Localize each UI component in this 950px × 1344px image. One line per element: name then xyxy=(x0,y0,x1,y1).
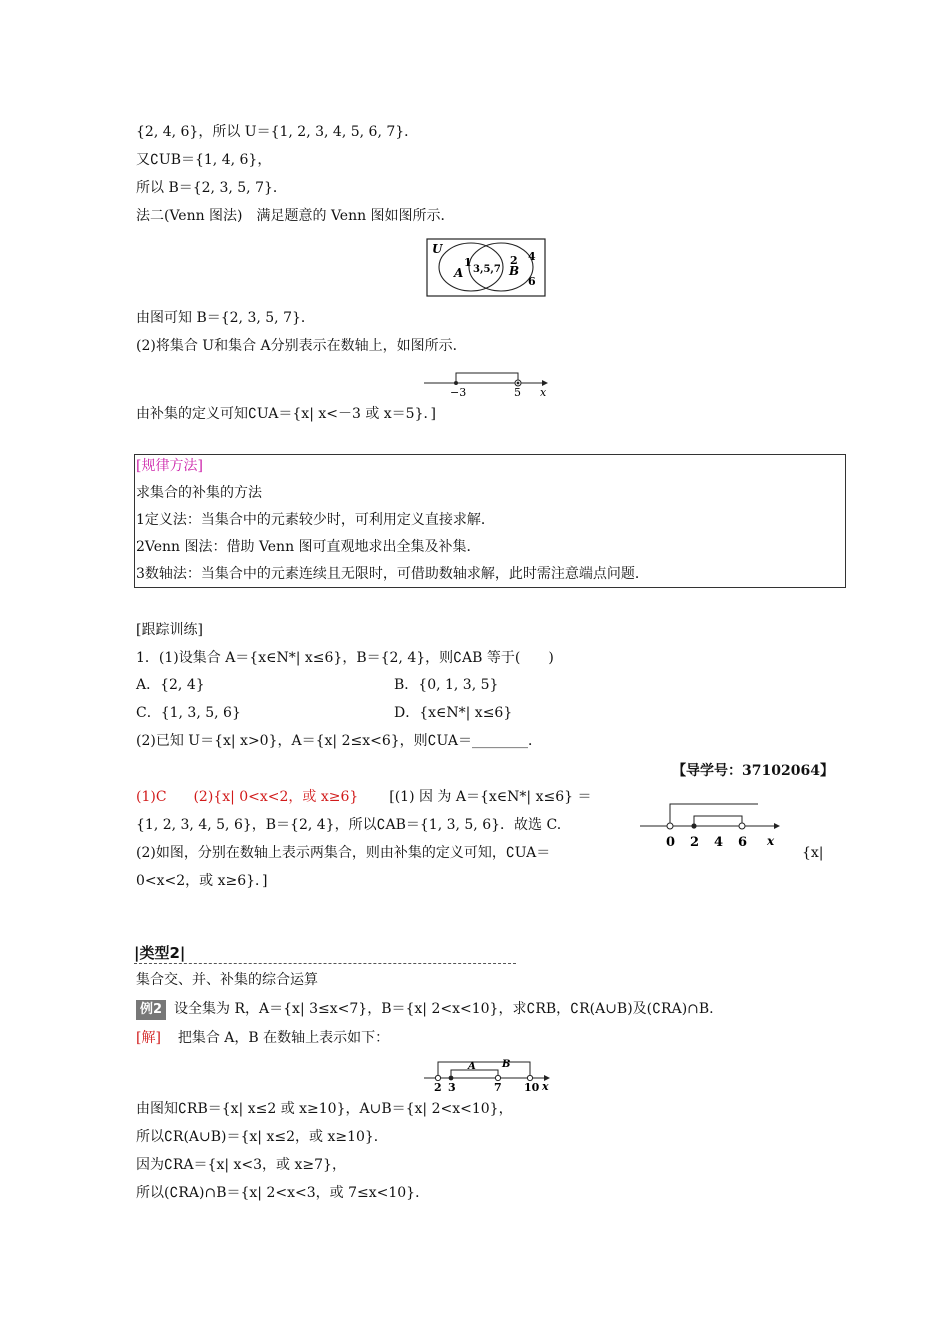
text-line-1: {2, 4, 6}，所以 U＝{1, 2, 3, 4, 5, 6, 7}． xyxy=(136,124,419,140)
option-c: C．{1, 3, 5, 6} xyxy=(136,705,241,721)
example-line xyxy=(136,999,714,1020)
axis3-7: 7 xyxy=(494,1081,502,1094)
axis1-left: −3 xyxy=(450,386,467,399)
solution-label: [解] xyxy=(136,1030,161,1046)
venn-a-label: A xyxy=(454,266,464,280)
answer-2: (2){x| 0<x<2，或 x≥6} xyxy=(193,789,359,805)
number-line-3 xyxy=(424,1058,558,1094)
axis2-0: 0 xyxy=(666,835,676,850)
option-a: A．{2, 4} xyxy=(136,677,205,693)
type2-step-3: 因为∁RA＝{x| x<3，或 x≥7}， xyxy=(136,1157,346,1173)
axis2-4: 4 xyxy=(714,835,724,850)
example-badge: 例2 xyxy=(136,1000,166,1020)
venn-b-label: B xyxy=(509,264,520,278)
method-item-3: 3数轴法：当集合中的元素连续且无限时，可借助数轴求解，此时需注意端点问题． xyxy=(136,566,649,582)
text-line-3: 所以 B＝{2, 3, 5, 7}． xyxy=(136,180,287,196)
option-d: D．{x∈N*| x≤6} xyxy=(394,705,513,721)
type2-divider xyxy=(134,963,516,964)
axis1-var: x xyxy=(540,386,547,399)
text-line-6: (2)将集合 U和集合 A分别表示在数轴上，如图所示． xyxy=(136,338,467,354)
axis3-2: 2 xyxy=(434,1081,442,1094)
text-line-2: 又∁UB＝{1, 4, 6}， xyxy=(136,152,272,168)
type2-step-4: 所以(∁RA)∩B＝{x| 2<x<3，或 7≤x<10}． xyxy=(136,1185,430,1201)
reference-number: 【导学号：37102064】 xyxy=(672,763,834,779)
venn-1: 1 xyxy=(464,256,472,269)
venn-u-label: U xyxy=(432,242,443,256)
venn-4: 4 xyxy=(528,250,536,263)
number-line-1 xyxy=(424,365,554,399)
method-item-1: 1定义法：当集合中的元素较少时，可利用定义直接求解． xyxy=(136,512,495,528)
option-b: B．{0, 1, 3, 5} xyxy=(394,677,499,693)
venn-2: 2 xyxy=(510,254,518,267)
type2-heading: |类型2| xyxy=(134,944,186,962)
type2-step-2: 所以∁R(A∪B)＝{x| x≤2，或 x≥10}． xyxy=(136,1129,388,1145)
solution-3: (2)如图，分别在数轴上表示两集合，则由补集的定义可知，∁UA＝ xyxy=(136,845,551,861)
solution-4: 0<x<2，或 x≥6}．] xyxy=(136,873,268,889)
number-line-2 xyxy=(640,800,790,852)
solution-intro-line xyxy=(136,1028,389,1048)
solution-3b: {x| xyxy=(802,845,824,861)
type2-title: 集合交、并、补集的综合运算 xyxy=(136,972,318,988)
axis3-label-b: B xyxy=(502,1059,511,1070)
method-item-2: 2Venn 图法：借助 Venn 图可直观地求出全集及补集． xyxy=(136,539,481,555)
axis2-var: x xyxy=(767,834,775,848)
solution-2: {1, 2, 3, 4, 5, 6}，B＝{2, 4}，所以∁AB＝{1, 3, 5, 6}．故选 C. xyxy=(136,817,562,833)
venn-center: 3,5,7 xyxy=(473,264,501,275)
training-header: [跟踪训练] xyxy=(136,622,203,638)
solution-intro: 把集合 A，B 在数轴上表示如下： xyxy=(177,1030,390,1046)
type2-step-1: 由图知∁RB＝{x| x≤2 或 x≥10}，A∪B＝{x| 2<x<10}， xyxy=(136,1101,513,1117)
text-line-4: 法二(Venn 图法) 满足题意的 Venn 图如图所示． xyxy=(136,208,455,224)
text-line-5: 由图可知 B＝{2, 3, 5, 7}． xyxy=(136,310,315,326)
training-q1: 1．(1)设集合 A＝{x∈N*| x≤6}，B＝{2, 4}，则∁AB 等于( ) xyxy=(136,650,554,666)
training-q2: (2)已知 U＝{x| x>0}，A＝{x| 2≤x<6}，则∁UA＝________． xyxy=(136,733,543,749)
method-header: [规律方法] xyxy=(136,458,203,474)
example-text: 设全集为 R，A＝{x| 3≤x<7}，B＝{x| 2<x<10}，求∁RB，∁R(A∪B)及(∁RA)∩B. xyxy=(174,1001,714,1017)
venn-6: 6 xyxy=(528,275,536,288)
axis2-2: 2 xyxy=(690,835,700,850)
axis3-label-a: A xyxy=(468,1061,476,1072)
axis3-3: 3 xyxy=(448,1081,456,1094)
axis3-10: 10 xyxy=(524,1081,540,1094)
venn-diagram xyxy=(426,238,546,298)
axis3-var: x xyxy=(542,1080,549,1093)
answer-line-1 xyxy=(136,787,591,807)
method-title: 求集合的补集的方法 xyxy=(136,485,262,501)
axis2-6: 6 xyxy=(738,835,748,850)
answer-1: (1)C xyxy=(136,789,167,805)
text-line-7: 由补集的定义可知∁UA＝{x| x<－3 或 x＝5}．] xyxy=(136,406,436,422)
axis1-right: 5 xyxy=(514,386,521,399)
solution-1: [(1) 因 为 A＝{x∈N*| x≤6} ＝ xyxy=(389,789,592,805)
